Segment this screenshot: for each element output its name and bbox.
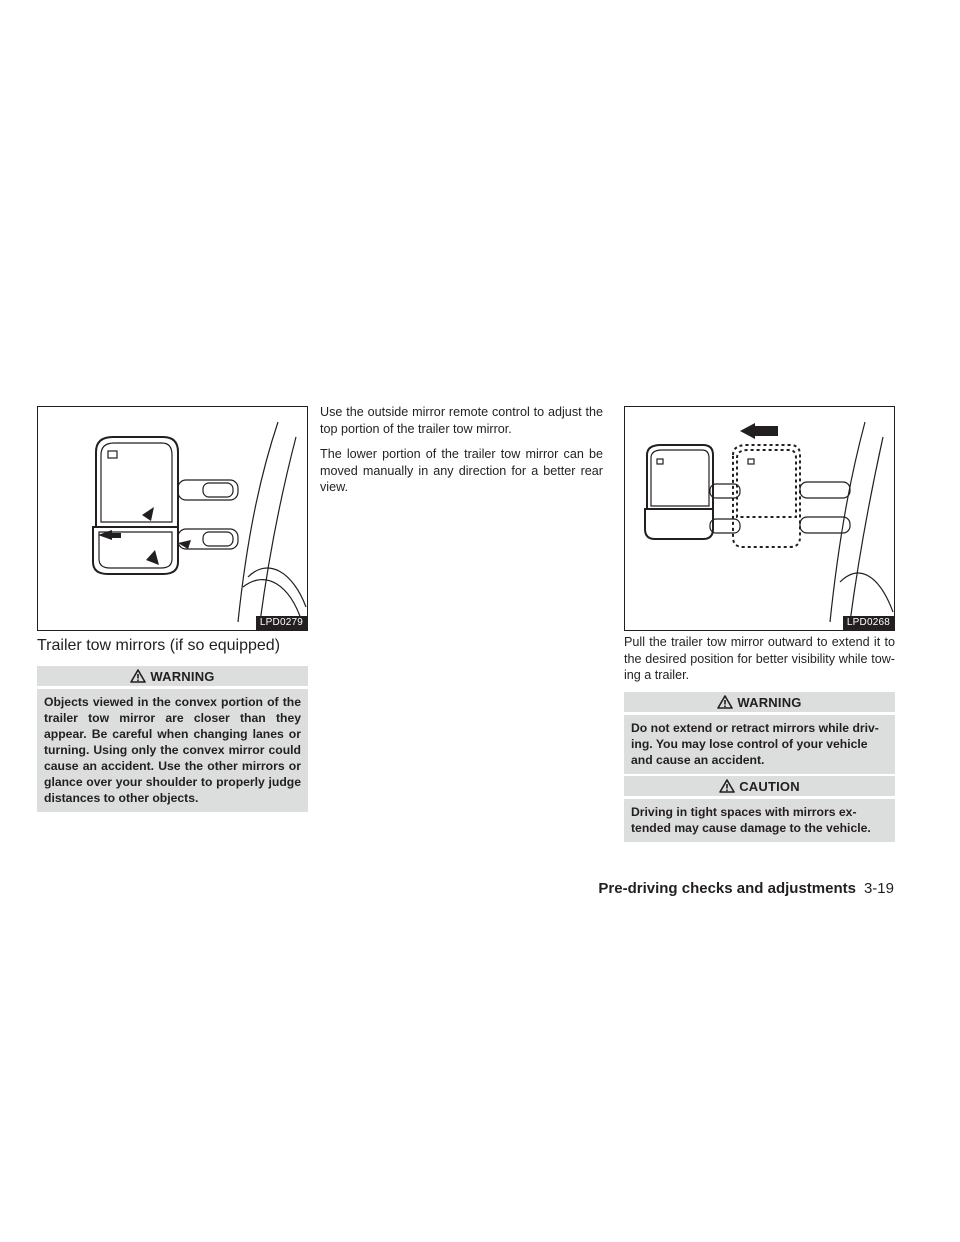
page-footer (598, 880, 894, 897)
figure-label: LPD0268 (843, 616, 894, 630)
tow-mirror-extend-illustration (625, 407, 895, 631)
adjust-top-paragraph: Use the outside mirror remote control to adjust the top portion of the trailer tow mirror. (320, 405, 603, 436)
warning-title: WARNING (737, 694, 802, 710)
warning-header (37, 666, 308, 686)
warning-box-right (624, 692, 895, 774)
warning-text: Do not extend or retract mirrors while driv-ing. You may lose control of your vehicle and cause an accident. (624, 715, 895, 774)
warning-title: WARNING (150, 668, 215, 684)
figure-lpd0268 (624, 406, 895, 631)
caution-text: Driving in tight spaces with mirrors ex-tended may cause damage to the vehicle. (624, 799, 895, 842)
warning-box (37, 666, 308, 812)
warning-triangle-icon (717, 695, 733, 709)
warning-triangle-icon (130, 669, 146, 683)
caution-header (624, 776, 895, 796)
footer-section-title: Pre-driving checks and adjustments (598, 880, 856, 897)
caution-title: CAUTION (739, 778, 800, 794)
tow-mirror-adjust-illustration (38, 407, 308, 631)
warning-text: Objects viewed in the convex portion of the trailer tow mirror are closer than they appear. Be careful when changing lanes or turning. Using only the convex mirror could cause an accident. Use the other mirrors or glance over your shoulder to properly judge distances to other objects. (37, 689, 308, 812)
warning-header (624, 692, 895, 712)
figure-label: LPD0279 (256, 616, 307, 630)
extend-mirror-paragraph: Pull the trailer tow mirror outward to extend it to the desired position for better visibility while tow-ing a trailer. (624, 635, 895, 682)
caution-box (624, 776, 895, 842)
page-number: 3-19 (863, 880, 894, 897)
figure-lpd0279 (37, 406, 308, 631)
warning-triangle-icon (719, 779, 735, 793)
section-heading: Trailer tow mirrors (if so equipped) (37, 637, 281, 654)
lower-portion-paragraph: The lower portion of the trailer tow mirror can be moved manually in any direction for a better rear view. (320, 447, 603, 494)
